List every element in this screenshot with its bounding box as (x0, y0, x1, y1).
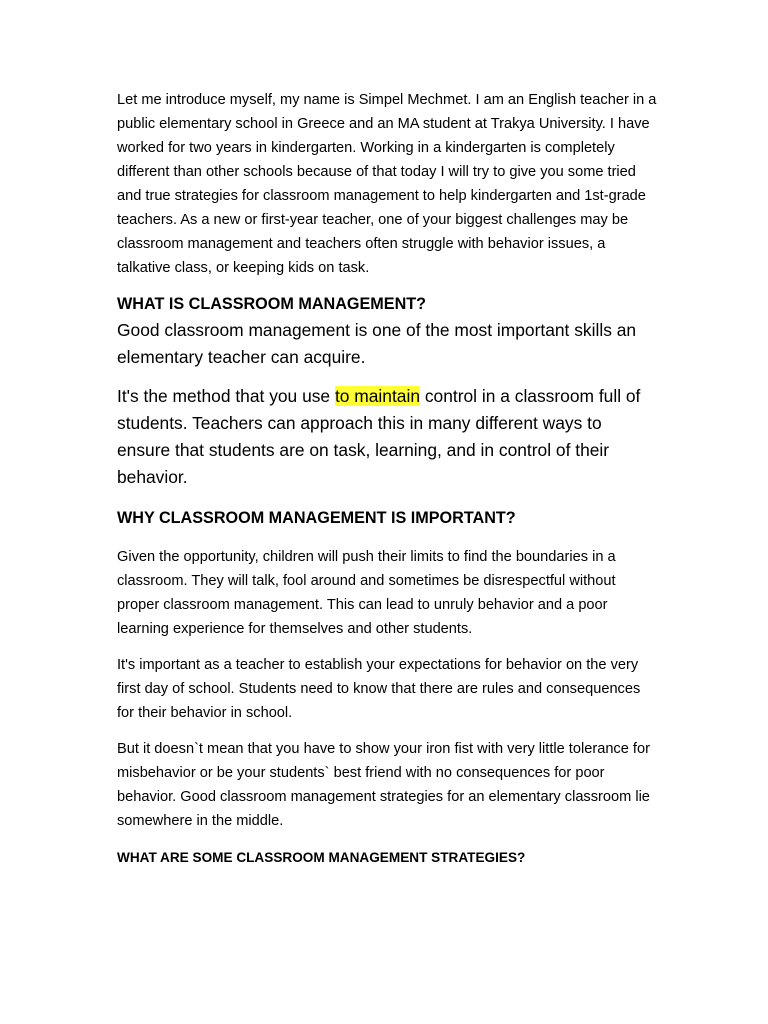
why-paragraph-1: Given the opportunity, children will push their limits to find the boundaries in a classroom. They will talk, fool around and sometimes be disrespectful without proper classroom management. This can lead to unruly behavior and a poor learning experience for themselves and other students. (117, 549, 616, 637)
heading-what-is-classroom-management: WHAT IS CLASSROOM MANAGEMENT? (117, 295, 427, 313)
heading-strategies: WHAT ARE SOME CLASSROOM MANAGEMENT STRATEGIES? (117, 850, 526, 865)
method-text-before: It's the method that you use (117, 386, 335, 406)
definition-paragraph: Good classroom management is one of the most important skills an elementary teacher can acquire. (117, 320, 637, 367)
intro-paragraph: Let me introduce myself, my name is Simpel Mechmet. I am an English teacher in a public elementary school in Greece and an MA student at Trakya University. I have worked for two years in kindergarten. Working in a kindergarten is completely different than other schools because of that today I will try to give you some tried and true strategies for classroom management to help kindergarten and 1st-grade teachers. As a new or first-year teacher, one of your biggest challenges may be classroom management and teachers often struggle with behavior issues, a talkative class, or keeping kids on task. (117, 92, 657, 276)
method-text-after: control in a classroom full of students. Teachers can approach this in many different ways to ensure that students are on task, learning, and in control of their behavior. (117, 386, 641, 487)
why-paragraph-2: It's important as a teacher to establish your expectations for behavior on the very first day of school. Students need to know that there are rules and consequences for their behavior in school. (117, 657, 641, 721)
method-paragraph (117, 383, 657, 491)
why-paragraph-3: But it doesn`t mean that you have to show your iron fist with very little tolerance for misbehavior or be your students` best friend with no consequences for poor behavior. Good classroom management strategies for an elementary classroom lie somewhere in the middle. (117, 741, 650, 829)
document-page (117, 88, 657, 869)
highlighted-text: to maintain (334, 386, 421, 406)
heading-why-classroom-management: WHY CLASSROOM MANAGEMENT IS IMPORTANT? (117, 509, 516, 527)
